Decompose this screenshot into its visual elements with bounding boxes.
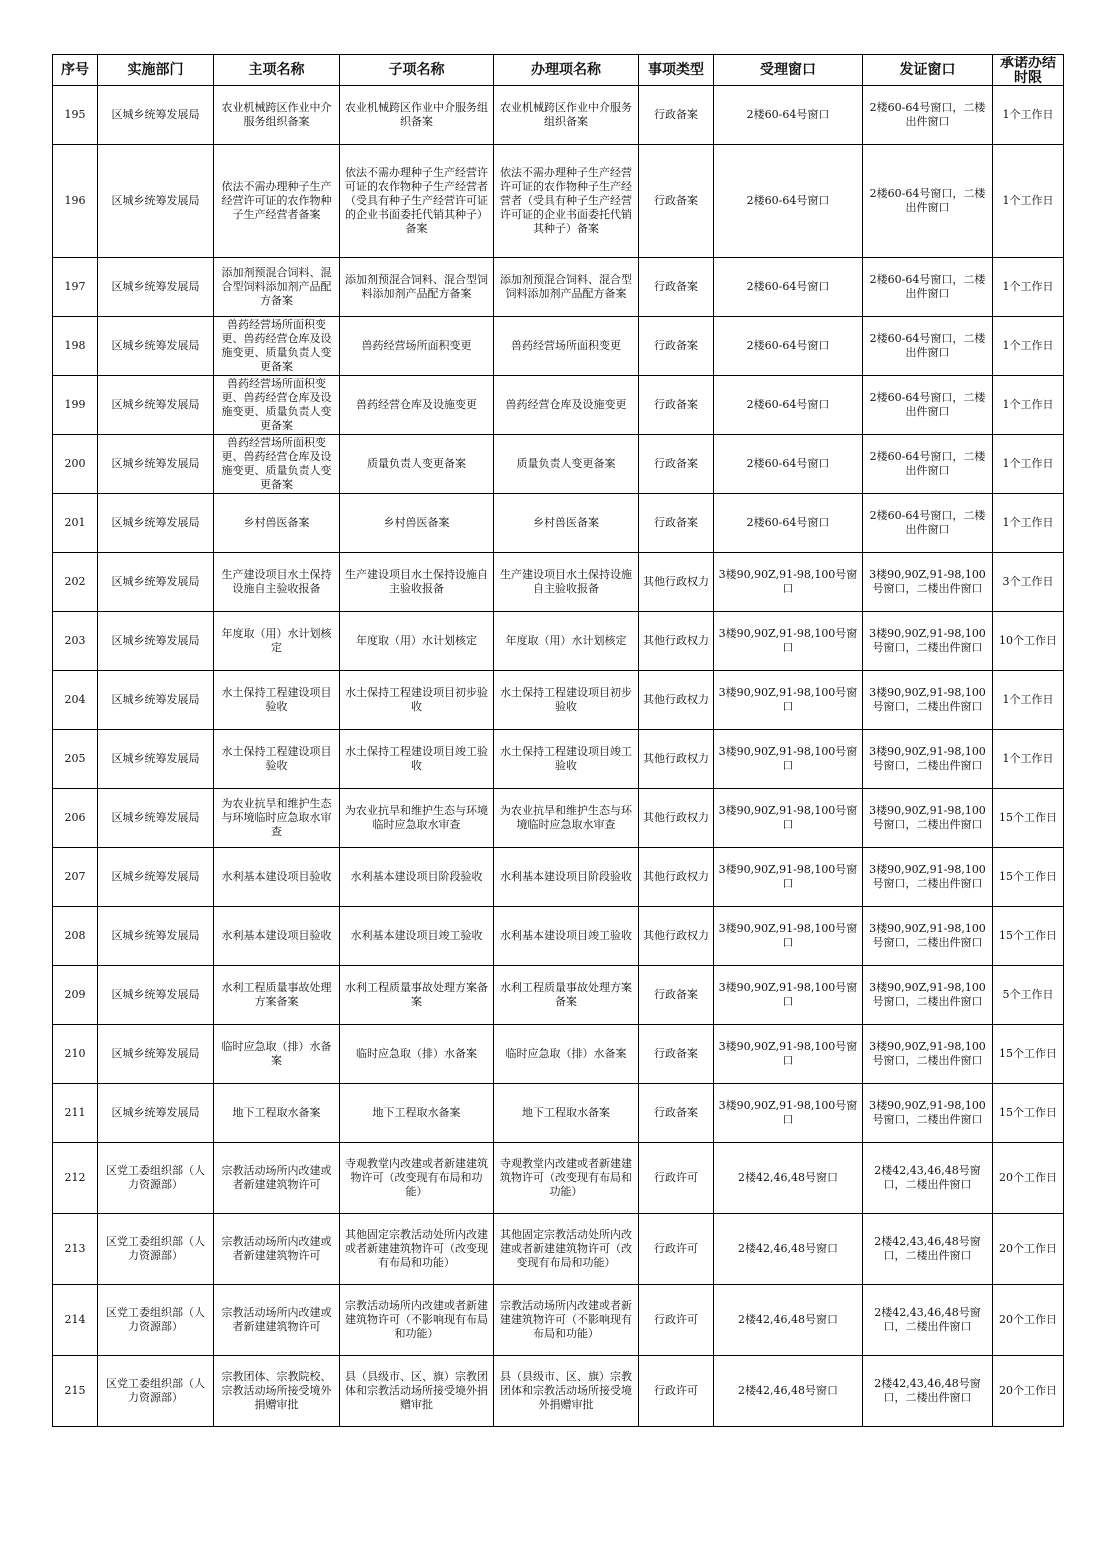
dept-cell: 区城乡统筹发展局 [98,671,214,730]
accept-window-cell: 2楼42,46,48号窗口 [714,1143,863,1214]
accept-window-cell: 2楼60-64号窗口 [714,317,863,376]
handling-item-cell: 农业机械跨区作业中介服务组织备案 [494,86,639,145]
row-number: 203 [53,612,98,671]
item-type-cell: 行政备案 [639,1084,714,1143]
handling-item-cell: 其他固定宗教活动处所内改建或者新建建筑物许可（改变现有布局和功能） [494,1214,639,1285]
sub-item-cell: 水土保持工程建设项目初步验收 [340,671,494,730]
handling-item-cell: 依法不需办理种子生产经营许可证的农作物种子生产经营者（受具有种子生产经营许可证的企业书面委托代销其种子）备案 [494,145,639,258]
table-row [53,376,1064,435]
sub-item-cell: 生产建设项目水土保持设施自主验收报备 [340,553,494,612]
time-limit-cell: 15个工作日 [993,1084,1064,1143]
accept-window-cell: 3楼90,90Z,91-98,100号窗口 [714,789,863,848]
dept-cell: 区城乡统筹发展局 [98,494,214,553]
time-limit-cell: 1个工作日 [993,435,1064,494]
handling-item-cell: 水土保持工程建设项目竣工验收 [494,730,639,789]
table-body [53,86,1064,1427]
row-number: 213 [53,1214,98,1285]
table-row [53,1025,1064,1084]
dept-cell: 区城乡统筹发展局 [98,145,214,258]
dept-cell: 区城乡统筹发展局 [98,789,214,848]
row-number: 196 [53,145,98,258]
col-header-dept: 实施部门 [98,55,214,86]
item-type-cell: 行政备案 [639,86,714,145]
accept-window-cell: 2楼60-64号窗口 [714,376,863,435]
issue-window-cell: 2楼60-64号窗口，二楼出件窗口 [863,258,993,317]
dept-cell: 区党工委组织部（人力资源部） [98,1356,214,1427]
sub-item-cell: 兽药经营仓库及设施变更 [340,376,494,435]
item-type-cell: 行政许可 [639,1214,714,1285]
row-number: 210 [53,1025,98,1084]
item-type-cell: 其他行政权力 [639,612,714,671]
time-limit-cell: 1个工作日 [993,86,1064,145]
main-item-cell: 生产建设项目水土保持设施自主验收报备 [214,553,340,612]
row-number: 200 [53,435,98,494]
accept-window-cell: 3楼90,90Z,91-98,100号窗口 [714,848,863,907]
main-item-cell: 水利基本建设项目验收 [214,907,340,966]
time-limit-cell: 1个工作日 [993,671,1064,730]
row-number: 195 [53,86,98,145]
issue-window-cell: 3楼90,90Z,91-98,100号窗口，二楼出件窗口 [863,553,993,612]
table-row [53,86,1064,145]
issue-window-cell: 3楼90,90Z,91-98,100号窗口，二楼出件窗口 [863,730,993,789]
header-row [53,55,1064,86]
handling-item-cell: 为农业抗旱和维护生态与环境临时应急取水审查 [494,789,639,848]
table-row [53,258,1064,317]
accept-window-cell: 2楼42,46,48号窗口 [714,1214,863,1285]
time-limit-cell: 15个工作日 [993,848,1064,907]
handling-item-cell: 生产建设项目水土保持设施自主验收报备 [494,553,639,612]
table-row [53,789,1064,848]
handling-item-cell: 水利基本建设项目阶段验收 [494,848,639,907]
accept-window-cell: 2楼60-64号窗口 [714,145,863,258]
sub-item-cell: 水利工程质量事故处理方案备案 [340,966,494,1025]
sub-item-cell: 水土保持工程建设项目竣工验收 [340,730,494,789]
item-type-cell: 其他行政权力 [639,671,714,730]
time-limit-cell: 1个工作日 [993,258,1064,317]
issue-window-cell: 2楼60-64号窗口，二楼出件窗口 [863,494,993,553]
handling-item-cell: 添加剂预混合饲料、混合型饲料添加剂产品配方备案 [494,258,639,317]
handling-item-cell: 寺观教堂内改建或者新建建筑物许可（改变现有布局和功能） [494,1143,639,1214]
item-type-cell: 行政备案 [639,145,714,258]
col-header-sub: 子项名称 [340,55,494,86]
table-row [53,1214,1064,1285]
handling-item-cell: 水土保持工程建设项目初步验收 [494,671,639,730]
dept-cell: 区城乡统筹发展局 [98,612,214,671]
time-limit-cell: 15个工作日 [993,907,1064,966]
sub-item-cell: 其他固定宗教活动处所内改建或者新建建筑物许可（改变现有布局和功能） [340,1214,494,1285]
issue-window-cell: 3楼90,90Z,91-98,100号窗口，二楼出件窗口 [863,1084,993,1143]
sub-item-cell: 添加剂预混合饲料、混合型饲料添加剂产品配方备案 [340,258,494,317]
dept-cell: 区城乡统筹发展局 [98,966,214,1025]
issue-window-cell: 2楼60-64号窗口，二楼出件窗口 [863,86,993,145]
table-row [53,145,1064,258]
item-type-cell: 行政备案 [639,317,714,376]
dept-cell: 区城乡统筹发展局 [98,86,214,145]
handling-item-cell: 年度取（用）水计划核定 [494,612,639,671]
row-number: 208 [53,907,98,966]
time-limit-cell: 15个工作日 [993,1025,1064,1084]
row-number: 211 [53,1084,98,1143]
item-type-cell: 行政备案 [639,1025,714,1084]
sub-item-cell: 乡村兽医备案 [340,494,494,553]
accept-window-cell: 3楼90,90Z,91-98,100号窗口 [714,612,863,671]
row-number: 215 [53,1356,98,1427]
main-item-cell: 兽药经营场所面积变更、兽药经营仓库及设施变更、质量负责人变更备案 [214,317,340,376]
col-header-accept: 受理窗口 [714,55,863,86]
main-item-cell: 添加剂预混合饲料、混合型饲料添加剂产品配方备案 [214,258,340,317]
main-item-cell: 年度取（用）水计划核定 [214,612,340,671]
main-item-cell: 水土保持工程建设项目验收 [214,730,340,789]
sub-item-cell: 水利基本建设项目阶段验收 [340,848,494,907]
issue-window-cell: 2楼60-64号窗口，二楼出件窗口 [863,435,993,494]
time-limit-cell: 3个工作日 [993,553,1064,612]
dept-cell: 区城乡统筹发展局 [98,258,214,317]
main-item-cell: 兽药经营场所面积变更、兽药经营仓库及设施变更、质量负责人变更备案 [214,376,340,435]
handling-item-cell: 宗教活动场所内改建或者新建建筑物许可（不影响现有布局和功能） [494,1285,639,1356]
dept-cell: 区党工委组织部（人力资源部） [98,1143,214,1214]
accept-window-cell: 3楼90,90Z,91-98,100号窗口 [714,907,863,966]
service-items-table [52,54,1064,1427]
dept-cell: 区城乡统筹发展局 [98,907,214,966]
item-type-cell: 行政许可 [639,1356,714,1427]
time-limit-cell: 1个工作日 [993,145,1064,258]
time-limit-cell: 20个工作日 [993,1214,1064,1285]
table-row [53,848,1064,907]
main-item-cell: 水利基本建设项目验收 [214,848,340,907]
accept-window-cell: 2楼60-64号窗口 [714,258,863,317]
issue-window-cell: 3楼90,90Z,91-98,100号窗口，二楼出件窗口 [863,612,993,671]
sub-item-cell: 临时应急取（排）水备案 [340,1025,494,1084]
time-limit-cell: 20个工作日 [993,1285,1064,1356]
handling-item-cell: 临时应急取（排）水备案 [494,1025,639,1084]
table-row [53,435,1064,494]
sub-item-cell: 寺观教堂内改建或者新建建筑物许可（改变现有布局和功能） [340,1143,494,1214]
table-row [53,966,1064,1025]
dept-cell: 区城乡统筹发展局 [98,553,214,612]
issue-window-cell: 2楼60-64号窗口，二楼出件窗口 [863,317,993,376]
accept-window-cell: 2楼60-64号窗口 [714,86,863,145]
col-header-type: 事项类型 [639,55,714,86]
handling-item-cell: 兽药经营仓库及设施变更 [494,376,639,435]
item-type-cell: 行政备案 [639,435,714,494]
sub-item-cell: 质量负责人变更备案 [340,435,494,494]
item-type-cell: 行政备案 [639,966,714,1025]
main-item-cell: 临时应急取（排）水备案 [214,1025,340,1084]
issue-window-cell: 3楼90,90Z,91-98,100号窗口，二楼出件窗口 [863,789,993,848]
main-item-cell: 宗教活动场所内改建或者新建建筑物许可 [214,1285,340,1356]
sub-item-cell: 依法不需办理种子生产经营许可证的农作物种子生产经营者（受具有种子生产经营许可证的企业书面委托代销其种子）备案 [340,145,494,258]
time-limit-cell: 20个工作日 [993,1356,1064,1427]
issue-window-cell: 3楼90,90Z,91-98,100号窗口，二楼出件窗口 [863,848,993,907]
main-item-cell: 依法不需办理种子生产经营许可证的农作物种子生产经营者备案 [214,145,340,258]
main-item-cell: 水利工程质量事故处理方案备案 [214,966,340,1025]
table-row [53,1143,1064,1214]
accept-window-cell: 3楼90,90Z,91-98,100号窗口 [714,553,863,612]
table-row [53,1285,1064,1356]
table-row [53,1356,1064,1427]
main-item-cell: 地下工程取水备案 [214,1084,340,1143]
sub-item-cell: 年度取（用）水计划核定 [340,612,494,671]
main-item-cell: 农业机械跨区作业中介服务组织备案 [214,86,340,145]
dept-cell: 区党工委组织部（人力资源部） [98,1285,214,1356]
time-limit-cell: 20个工作日 [993,1143,1064,1214]
handling-item-cell: 质量负责人变更备案 [494,435,639,494]
item-type-cell: 行政许可 [639,1285,714,1356]
table-row [53,1084,1064,1143]
accept-window-cell: 3楼90,90Z,91-98,100号窗口 [714,1025,863,1084]
issue-window-cell: 2楼42,43,46,48号窗口，二楼出件窗口 [863,1285,993,1356]
sub-item-cell: 宗教活动场所内改建或者新建建筑物许可（不影响现有布局和功能） [340,1285,494,1356]
time-limit-cell: 1个工作日 [993,376,1064,435]
main-item-cell: 宗教团体、宗教院校、宗教活动场所接受境外捐赠审批 [214,1356,340,1427]
time-limit-cell: 1个工作日 [993,494,1064,553]
time-limit-cell: 10个工作日 [993,612,1064,671]
issue-window-cell: 3楼90,90Z,91-98,100号窗口，二楼出件窗口 [863,966,993,1025]
item-type-cell: 行政备案 [639,376,714,435]
sub-item-cell: 兽药经营场所面积变更 [340,317,494,376]
issue-window-cell: 2楼42,43,46,48号窗口，二楼出件窗口 [863,1214,993,1285]
item-type-cell: 行政许可 [639,1143,714,1214]
col-header-item: 办理项名称 [494,55,639,86]
main-item-cell: 兽药经营场所面积变更、兽药经营仓库及设施变更、质量负责人变更备案 [214,435,340,494]
item-type-cell: 行政备案 [639,494,714,553]
row-number: 212 [53,1143,98,1214]
row-number: 214 [53,1285,98,1356]
time-limit-cell: 1个工作日 [993,317,1064,376]
handling-item-cell: 县（县级市、区、旗）宗教团体和宗教活动场所接受境外捐赠审批 [494,1356,639,1427]
dept-cell: 区党工委组织部（人力资源部） [98,1214,214,1285]
row-number: 209 [53,966,98,1025]
sub-item-cell: 水利基本建设项目竣工验收 [340,907,494,966]
dept-cell: 区城乡统筹发展局 [98,730,214,789]
dept-cell: 区城乡统筹发展局 [98,317,214,376]
main-item-cell: 宗教活动场所内改建或者新建建筑物许可 [214,1214,340,1285]
row-number: 202 [53,553,98,612]
col-header-main: 主项名称 [214,55,340,86]
sub-item-cell: 为农业抗旱和维护生态与环境临时应急取水审查 [340,789,494,848]
accept-window-cell: 2楼42,46,48号窗口 [714,1356,863,1427]
main-item-cell: 为农业抗旱和维护生态与环境临时应急取水审查 [214,789,340,848]
handling-item-cell: 水利基本建设项目竣工验收 [494,907,639,966]
col-header-issue: 发证窗口 [863,55,993,86]
accept-window-cell: 2楼42,46,48号窗口 [714,1285,863,1356]
row-number: 199 [53,376,98,435]
table-row [53,671,1064,730]
table-row [53,730,1064,789]
dept-cell: 区城乡统筹发展局 [98,1084,214,1143]
issue-window-cell: 2楼42,43,46,48号窗口，二楼出件窗口 [863,1356,993,1427]
row-number: 206 [53,789,98,848]
time-limit-cell: 15个工作日 [993,789,1064,848]
col-header-no: 序号 [53,55,98,86]
handling-item-cell: 兽药经营场所面积变更 [494,317,639,376]
sub-item-cell: 地下工程取水备案 [340,1084,494,1143]
issue-window-cell: 3楼90,90Z,91-98,100号窗口，二楼出件窗口 [863,671,993,730]
item-type-cell: 其他行政权力 [639,553,714,612]
sub-item-cell: 县（县级市、区、旗）宗教团体和宗教活动场所接受境外捐赠审批 [340,1356,494,1427]
issue-window-cell: 3楼90,90Z,91-98,100号窗口，二楼出件窗口 [863,907,993,966]
issue-window-cell: 3楼90,90Z,91-98,100号窗口，二楼出件窗口 [863,1025,993,1084]
dept-cell: 区城乡统筹发展局 [98,848,214,907]
dept-cell: 区城乡统筹发展局 [98,1025,214,1084]
item-type-cell: 其他行政权力 [639,730,714,789]
table-row [53,494,1064,553]
issue-window-cell: 2楼60-64号窗口，二楼出件窗口 [863,145,993,258]
row-number: 197 [53,258,98,317]
row-number: 205 [53,730,98,789]
handling-item-cell: 水利工程质量事故处理方案备案 [494,966,639,1025]
accept-window-cell: 2楼60-64号窗口 [714,494,863,553]
dept-cell: 区城乡统筹发展局 [98,376,214,435]
sub-item-cell: 农业机械跨区作业中介服务组织备案 [340,86,494,145]
col-header-limit: 承诺办结时限 [1000,56,1056,84]
main-item-cell: 乡村兽医备案 [214,494,340,553]
main-item-cell: 宗教活动场所内改建或者新建建筑物许可 [214,1143,340,1214]
accept-window-cell: 3楼90,90Z,91-98,100号窗口 [714,1084,863,1143]
accept-window-cell: 2楼60-64号窗口 [714,435,863,494]
handling-item-cell: 地下工程取水备案 [494,1084,639,1143]
table-row [53,553,1064,612]
row-number: 201 [53,494,98,553]
row-number: 207 [53,848,98,907]
row-number: 204 [53,671,98,730]
dept-cell: 区城乡统筹发展局 [98,435,214,494]
time-limit-cell: 5个工作日 [993,966,1064,1025]
accept-window-cell: 3楼90,90Z,91-98,100号窗口 [714,966,863,1025]
item-type-cell: 其他行政权力 [639,848,714,907]
item-type-cell: 其他行政权力 [639,789,714,848]
time-limit-cell: 1个工作日 [993,730,1064,789]
item-type-cell: 行政备案 [639,258,714,317]
row-number: 198 [53,317,98,376]
table-row [53,317,1064,376]
table-row [53,907,1064,966]
main-item-cell: 水土保持工程建设项目验收 [214,671,340,730]
issue-window-cell: 2楼42,43,46,48号窗口，二楼出件窗口 [863,1143,993,1214]
item-type-cell: 其他行政权力 [639,907,714,966]
accept-window-cell: 3楼90,90Z,91-98,100号窗口 [714,671,863,730]
accept-window-cell: 3楼90,90Z,91-98,100号窗口 [714,730,863,789]
issue-window-cell: 2楼60-64号窗口，二楼出件窗口 [863,376,993,435]
table-row [53,612,1064,671]
handling-item-cell: 乡村兽医备案 [494,494,639,553]
